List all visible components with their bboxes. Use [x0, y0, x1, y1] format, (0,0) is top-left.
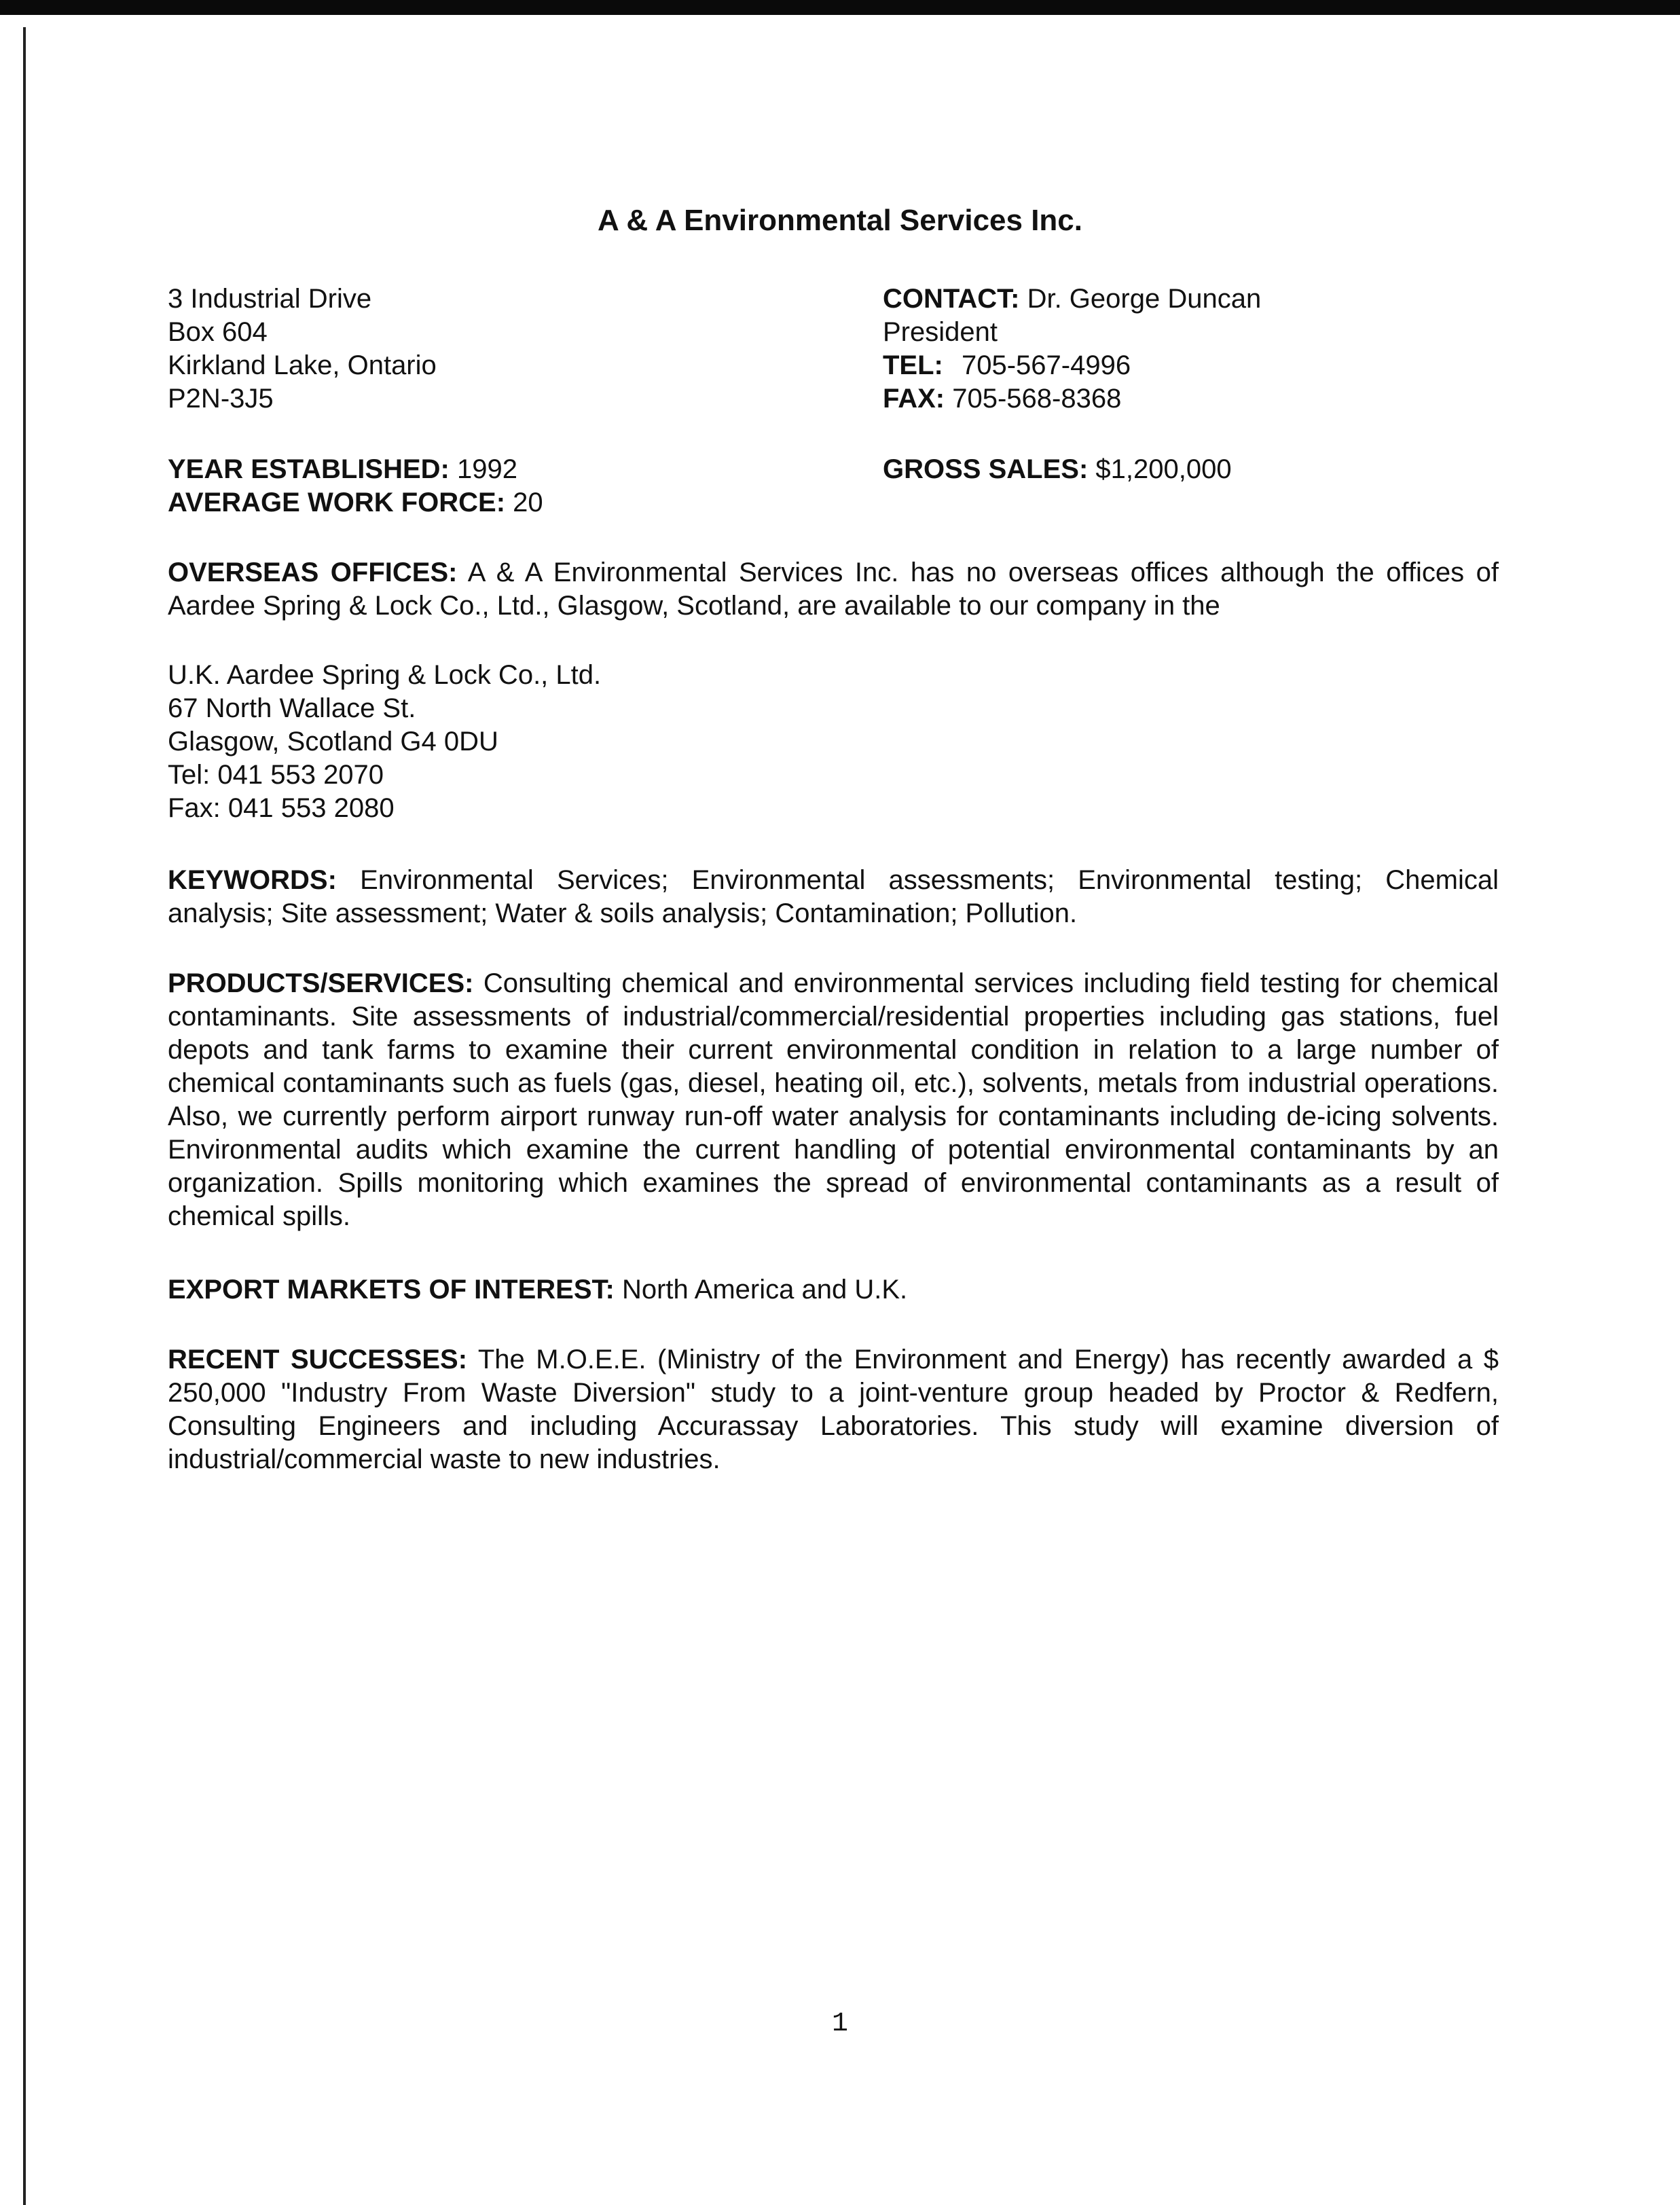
gross-sales-label: GROSS SALES: [883, 454, 1089, 484]
uk-office-line-3: Glasgow, Scotland G4 0DU [168, 727, 498, 757]
keywords-paragraph [168, 864, 1499, 930]
fax-value: 705-568-8368 [952, 384, 1122, 414]
products-services-text: Consulting chemical and environmental services including field testing for chemical contaminants. Site assessments of industrial/commercial/residential properties including gas stations, fuel depots and tank farms to examine their current environmental condition in relation to a large number of chemical contaminants such as fuels (gas, diesel, heating oil, etc.), solvents, metals from industrial operations. Also, we currently perform airport runway run-off water analysis for contaminants including de-icing solvents. Environmental audits which examine the current handling of potential environmental contaminants by an organization. Spills monitoring which examines the spread of environmental contaminants as a result of chemical spills. [168, 968, 1499, 1231]
uk-office-fax: Fax: 041 553 2080 [168, 793, 395, 823]
address-line-3: Kirkland Lake, Ontario [168, 350, 437, 380]
facts-block [168, 453, 543, 520]
contact-block [883, 283, 1261, 416]
address-line-1: 3 Industrial Drive [168, 284, 372, 314]
contact-line [883, 283, 1261, 316]
recent-successes-paragraph [168, 1343, 1499, 1476]
products-services-paragraph [168, 967, 1499, 1233]
tel-value: 705-567-4996 [962, 350, 1131, 380]
products-services-label: PRODUCTS/SERVICES: [168, 968, 474, 998]
tel-label: TEL: [883, 350, 943, 380]
page-number: 1 [831, 2009, 848, 2039]
contact-name: Dr. George Duncan [1027, 284, 1262, 314]
export-markets-paragraph [168, 1273, 1499, 1307]
uk-office-block [168, 659, 601, 825]
uk-office-tel: Tel: 041 553 2070 [168, 760, 384, 790]
work-force-line [168, 486, 543, 520]
export-markets-label: EXPORT MARKETS OF INTEREST: [168, 1275, 615, 1305]
export-markets-text: North America and U.K. [621, 1275, 908, 1305]
work-force-value: 20 [513, 488, 543, 517]
overseas-offices-paragraph [168, 556, 1499, 623]
tel-line [883, 349, 1261, 382]
fax-label: FAX: [883, 384, 945, 414]
contact-position: President [883, 317, 998, 347]
work-force-label: AVERAGE WORK FORCE: [168, 488, 506, 517]
address-line-2: Box 604 [168, 317, 268, 347]
company-title: A & A Environmental Services Inc. [597, 204, 1082, 237]
recent-successes-label: RECENT SUCCESSES: [168, 1345, 468, 1374]
address-block [168, 283, 437, 416]
contact-label: CONTACT: [883, 284, 1020, 314]
year-established-line [168, 453, 543, 486]
keywords-label: KEYWORDS: [168, 865, 337, 895]
fax-line [883, 382, 1261, 416]
year-established-label: YEAR ESTABLISHED: [168, 454, 450, 484]
keywords-text: Environmental Services; Environmental assessments; Environmental testing; Chemical analysis; Site assessment; Water & soils analysis; Contamination; Pollution. [168, 865, 1499, 928]
gross-sales-block [883, 453, 1232, 486]
overseas-offices-label: OVERSEAS OFFICES: [168, 558, 458, 587]
address-line-4: P2N-3J5 [168, 384, 274, 414]
gross-sales-line [883, 453, 1232, 486]
uk-office-line-2: 67 North Wallace St. [168, 693, 416, 723]
recent-successes-text: The M.O.E.E. (Ministry of the Environment and Energy) has recently awarded a $ 250,000 "Industry From Waste Diversion" study to a joint-venture group headed by Proctor & Redfern, Consulting Engineers and including Accurassay Laboratories. This study will examine diversion of industrial/commercial waste to new industries. [168, 1345, 1499, 1474]
overseas-offices-text: A & A Environmental Services Inc. has no overseas offices although the offices of Aardee Spring & Lock Co., Ltd., Glasgow, Scotland, are available to our company in the [168, 558, 1499, 621]
uk-office-line-1: U.K. Aardee Spring & Lock Co., Ltd. [168, 660, 602, 690]
gross-sales-value: $1,200,000 [1095, 454, 1232, 484]
year-established-value: 1992 [456, 454, 517, 484]
